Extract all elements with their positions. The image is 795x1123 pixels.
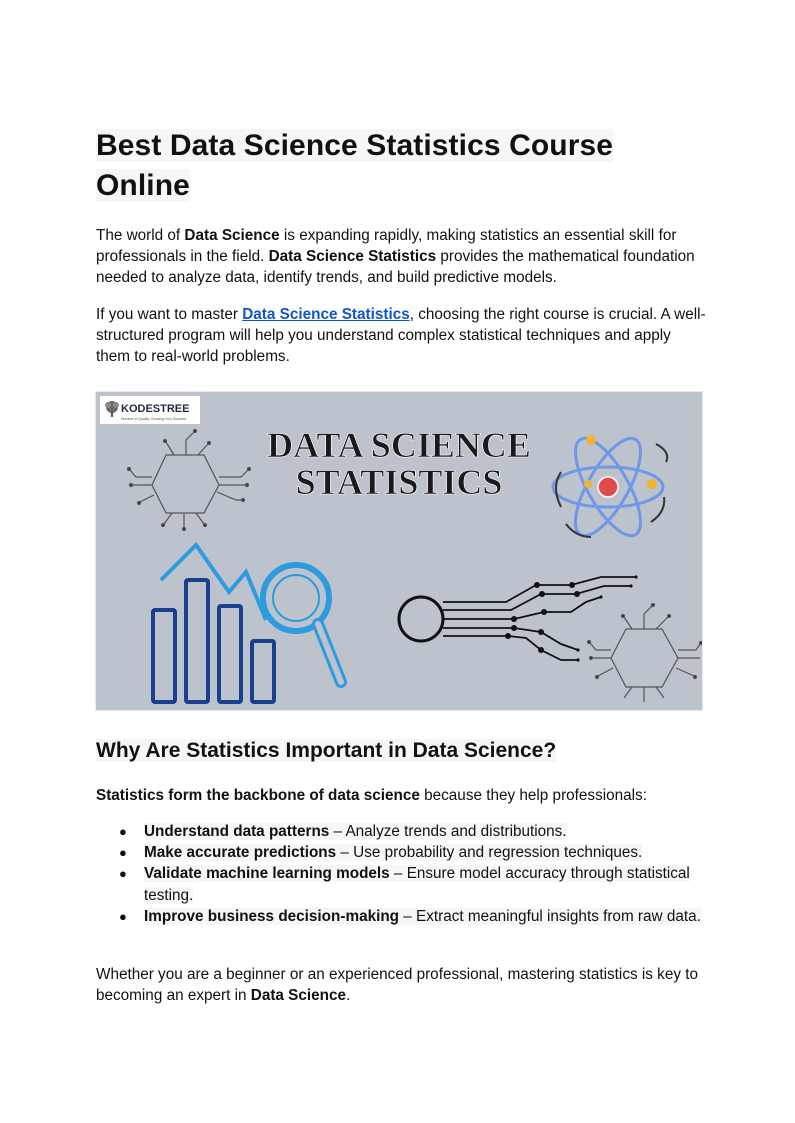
document-page — [96, 126, 706, 1005]
closing-paragraph: Whether you are a beginner or an experienced professional, mastering statistics is key to becoming an expert in Data Science. — [96, 966, 698, 1005]
list-item: ● Make accurate predictions – Use probability and regression techniques. — [96, 842, 706, 863]
list-item: ● Validate machine learning models – Ensure model accuracy through statistical testing. — [119, 865, 690, 904]
section-lead: Statistics form the backbone of data science because they help professionals: — [96, 787, 647, 804]
section-heading: Why Are Statistics Important in Data Science? — [96, 739, 557, 762]
banner-title-line2: STATISTICS — [295, 462, 503, 502]
logo-text: KODESTREE — [121, 403, 190, 415]
logo-tagline: Number of Quality, Growing Your Success — [121, 417, 187, 421]
banner-title-line1: DATA SCIENCE — [267, 425, 531, 465]
list-item: ● Understand data patterns – Analyze trends and distributions. — [96, 821, 706, 842]
master-paragraph: If you want to master Data Science Statistics, choosing the right course is crucial. A well-structured program will help you understand complex statistical techniques and apply them to real-world problems. — [96, 306, 706, 366]
banner-image — [96, 392, 702, 710]
kodestree-logo — [100, 396, 200, 424]
banner-graphic — [96, 392, 702, 710]
bullet-icon: ● — [119, 908, 127, 924]
page-title: Best Data Science Statistics Course Online — [96, 129, 614, 202]
list-item: ● Improve business decision-making – Extract meaningful insights from raw data. — [96, 906, 706, 927]
bullet-icon: ● — [119, 866, 127, 882]
benefits-list — [96, 821, 706, 927]
bullet-icon: ● — [119, 824, 127, 839]
bullet-icon: ● — [119, 845, 127, 861]
intro-paragraph: The world of Data Science is expanding rapidly, making statistics an essential skill for professionals in the field. Data Science Statistics provides the mathematical foundation needed to analyze data, identify trends, and build predictive models. — [96, 227, 695, 287]
data-science-statistics-link[interactable]: Data Science Statistics — [242, 306, 410, 323]
